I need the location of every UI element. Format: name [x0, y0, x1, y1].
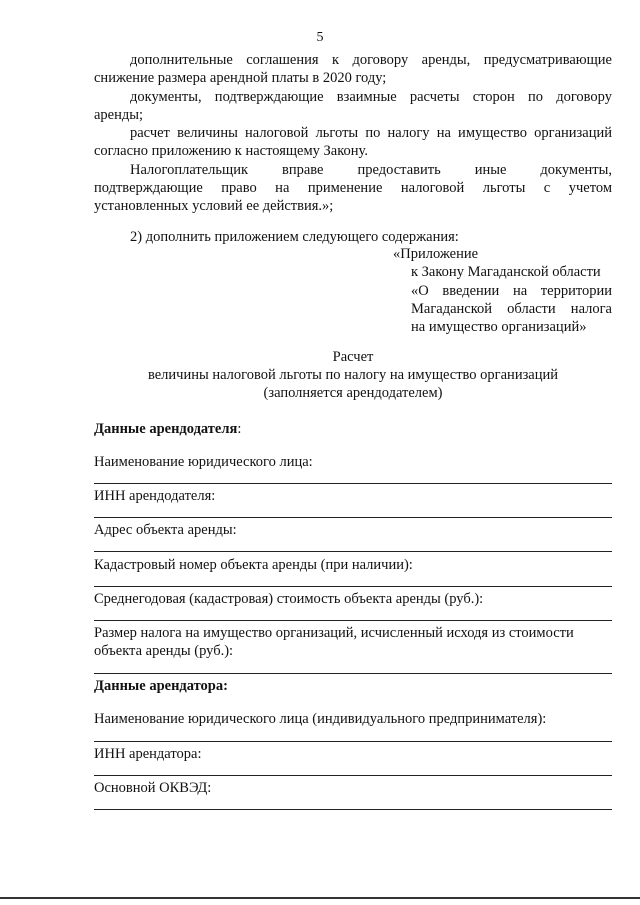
landlord-name-field[interactable]: [94, 483, 612, 484]
landlord-section-title: [94, 421, 241, 438]
appendix-block: [393, 245, 612, 336]
avg-cost-label: Среднегодовая (кадастровая) стоимость объекта аренды (руб.):: [94, 591, 484, 607]
heading-note: (заполняется арендодателем): [263, 385, 443, 401]
tax-amount-label-line2: объекта аренды (руб.):: [94, 643, 234, 659]
landlord-inn-label: ИНН арендодателя:: [94, 488, 216, 504]
intro-line: подтверждающие право на применение налоговой льготы с учетом: [94, 180, 612, 197]
landlord-section-colon: :: [237, 421, 242, 437]
page-bottom-edge: [0, 897, 640, 899]
intro-line: дополнительные соглашения к договору аренды, предусматривающие: [130, 52, 612, 68]
cadastral-number-label: Кадастровый номер объекта аренды (при наличии):: [94, 557, 413, 573]
intro-line: Налогоплательщик вправе предоставить иные документы,: [130, 161, 612, 178]
okved-label: Основной ОКВЭД:: [94, 780, 212, 796]
landlord-inn-field[interactable]: [94, 517, 612, 518]
landlord-name-label: Наименование юридического лица:: [94, 454, 313, 470]
tenant-name-label: Наименование юридического лица (индивидуального предпринимателя):: [94, 711, 547, 727]
addendum-line: 2) дополнить приложением следующего содержания:: [130, 229, 459, 245]
intro-line: расчет величины налоговой льготы по налогу на имущество организаций: [130, 125, 612, 142]
landlord-section-label: Данные арендодателя: [94, 421, 238, 437]
okved-field[interactable]: [94, 809, 612, 810]
tenant-inn-label: ИНН арендатора:: [94, 746, 202, 762]
tenant-section-title: Данные арендатора:: [94, 678, 228, 694]
tax-amount-field[interactable]: [94, 673, 612, 674]
heading-title: Расчет: [332, 349, 374, 365]
page-number: 5: [316, 30, 324, 45]
intro-line: установленных условий ее действия.»;: [94, 198, 334, 215]
heading-subtitle: величины налоговой льготы по налогу на имущество организаций: [147, 367, 559, 383]
intro-line: снижение размера арендной платы в 2020 году;: [94, 70, 387, 87]
appendix-line: «О введении на территории: [411, 282, 612, 299]
intro-line: аренды;: [94, 106, 144, 123]
tenant-name-field[interactable]: [94, 741, 612, 742]
intro-line: документы, подтверждающие взаимные расчеты сторон по договору: [130, 88, 612, 105]
appendix-line: «Приложение: [393, 246, 479, 262]
appendix-line: к Закону Магаданской области: [411, 264, 601, 281]
appendix-line: на имущество организаций»: [411, 319, 587, 336]
intro-text: [94, 51, 612, 216]
tax-amount-label-line1: Размер налога на имущество организаций, исчисленный исходя из стоимости: [94, 625, 574, 641]
cadastral-number-field[interactable]: [94, 586, 612, 587]
appendix-line: Магаданской области налога: [411, 300, 612, 317]
lease-address-label: Адрес объекта аренды:: [94, 522, 237, 538]
tenant-inn-field[interactable]: [94, 775, 612, 776]
lease-address-field[interactable]: [94, 551, 612, 552]
intro-line: согласно приложению к настоящему Закону.: [94, 143, 368, 160]
avg-cost-field[interactable]: [94, 620, 612, 621]
